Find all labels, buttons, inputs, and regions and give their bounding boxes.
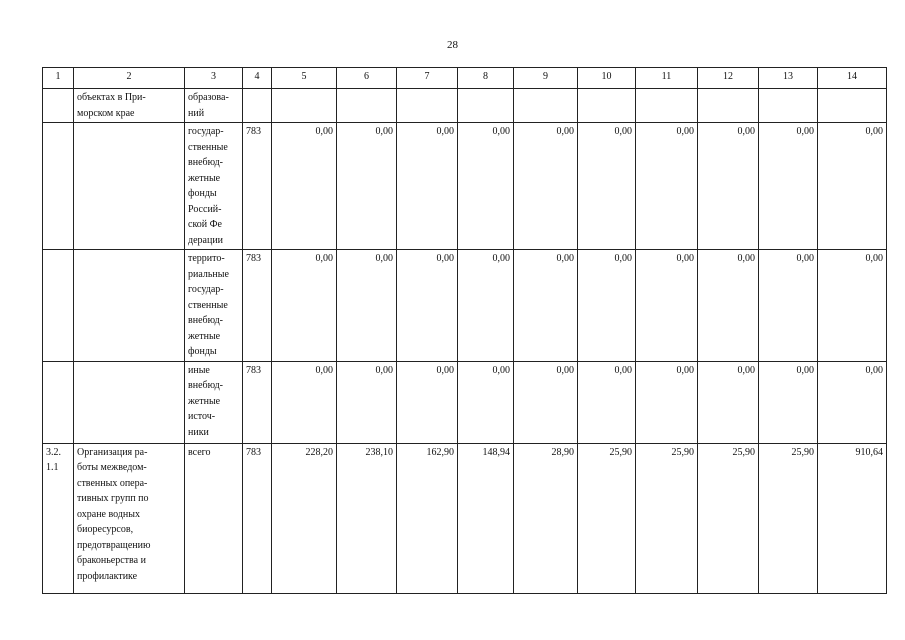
value-cell: 0,00 [818, 250, 887, 362]
column-header: 6 [337, 68, 397, 89]
value-cell: 0,00 [636, 361, 698, 443]
value-cell: 0,00 [698, 250, 759, 362]
value-cell: 0,00 [514, 361, 578, 443]
value-cell [458, 89, 514, 123]
value-cell: 910,64 [818, 443, 887, 593]
value-cell [397, 89, 458, 123]
code-cell: 783 [243, 443, 272, 593]
value-cell: 0,00 [337, 361, 397, 443]
table-row [43, 443, 887, 593]
value-cell: 0,00 [514, 123, 578, 250]
value-cell [759, 89, 818, 123]
column-header: 14 [818, 68, 887, 89]
activity-name-cell [74, 250, 185, 362]
value-cell: 0,00 [337, 250, 397, 362]
code-cell: 783 [243, 361, 272, 443]
value-cell: 0,00 [458, 361, 514, 443]
table-row [43, 89, 887, 123]
funding-source-cell-line: жетные [188, 330, 221, 342]
column-header: 7 [397, 68, 458, 89]
table-row [43, 123, 887, 250]
activity-name-cell-line: предотвращению [77, 539, 151, 551]
table-row [43, 361, 887, 443]
funding-source-cell-line: фонды [188, 188, 217, 199]
funding-source-cell-line: всего [188, 446, 211, 458]
funding-source-cell-line: дерации [188, 234, 224, 246]
value-cell [698, 89, 759, 123]
column-header: 3 [185, 68, 243, 89]
funding-source-cell-line: ской Фе [188, 219, 222, 230]
activity-name-cell [74, 443, 185, 593]
funding-source-cell [185, 89, 243, 123]
column-header: 9 [514, 68, 578, 89]
value-cell: 0,00 [636, 123, 698, 250]
value-cell: 0,00 [397, 250, 458, 362]
budget-table [42, 67, 887, 594]
funding-source-cell-line: Россий- [188, 203, 222, 215]
value-cell: 0,00 [397, 123, 458, 250]
value-cell: 28,90 [514, 443, 578, 593]
funding-source-cell-line: фонды [188, 346, 217, 357]
column-header: 8 [458, 68, 514, 89]
activity-name-cell-line: ственных опера- [77, 477, 148, 489]
funding-source-cell-line: внебюд- [188, 315, 223, 326]
value-cell: 0,00 [578, 250, 636, 362]
value-cell: 0,00 [272, 123, 337, 250]
activity-name-cell [74, 361, 185, 443]
value-cell: 0,00 [818, 123, 887, 250]
activity-name-cell-line: биоресурсов, [77, 524, 134, 535]
value-cell: 0,00 [337, 123, 397, 250]
value-cell: 0,00 [272, 250, 337, 362]
funding-source-cell-line: ственные [188, 299, 228, 311]
funding-source-cell-line: иные [188, 364, 210, 376]
value-cell: 0,00 [759, 361, 818, 443]
column-header: 10 [578, 68, 636, 89]
column-header: 11 [636, 68, 698, 89]
funding-source-cell-line: внебюд- [188, 157, 223, 168]
value-cell: 0,00 [458, 250, 514, 362]
activity-name-cell-line: морском крае [77, 107, 135, 119]
activity-name-cell-line: браконьерства и [77, 555, 146, 566]
value-cell: 25,90 [759, 443, 818, 593]
column-header: 4 [243, 68, 272, 89]
activity-name-cell [74, 89, 185, 123]
value-cell: 148,94 [458, 443, 514, 593]
funding-source-cell-line: образова- [188, 92, 229, 103]
value-cell: 25,90 [636, 443, 698, 593]
value-cell: 0,00 [397, 361, 458, 443]
funding-source-cell [185, 123, 243, 250]
funding-source-cell-line: государ- [188, 284, 224, 295]
code-cell: 783 [243, 250, 272, 362]
value-cell: 25,90 [578, 443, 636, 593]
funding-source-cell-line: ники [188, 426, 209, 438]
value-cell: 0,00 [458, 123, 514, 250]
value-cell: 228,20 [272, 443, 337, 593]
funding-source-cell-line: государ- [188, 126, 224, 137]
value-cell: 0,00 [759, 250, 818, 362]
code-cell [243, 89, 272, 123]
activity-name-cell-line: Организация ра- [77, 446, 148, 458]
activity-name-cell-line: объектах в При- [77, 92, 146, 103]
row-number-cell-line: 3.2. [46, 446, 61, 458]
column-header: 13 [759, 68, 818, 89]
row-number-cell-line: 1.1 [46, 462, 59, 473]
funding-source-cell-line: жетные [188, 172, 221, 184]
row-number-cell [43, 361, 74, 443]
column-header: 12 [698, 68, 759, 89]
value-cell: 0,00 [759, 123, 818, 250]
funding-source-cell-line: риальные [188, 268, 229, 280]
row-number-cell [43, 89, 74, 123]
value-cell: 0,00 [578, 123, 636, 250]
funding-source-cell-line: террито- [188, 253, 225, 264]
funding-source-cell [185, 361, 243, 443]
value-cell: 0,00 [636, 250, 698, 362]
value-cell: 0,00 [514, 250, 578, 362]
value-cell [337, 89, 397, 123]
value-cell [578, 89, 636, 123]
column-header: 2 [74, 68, 185, 89]
funding-source-cell-line: ний [188, 107, 205, 119]
value-cell [818, 89, 887, 123]
value-cell: 0,00 [818, 361, 887, 443]
funding-source-cell-line: источ- [188, 411, 216, 422]
funding-source-cell [185, 250, 243, 362]
header-row [43, 68, 887, 89]
value-cell: 238,10 [337, 443, 397, 593]
funding-source-cell [185, 443, 243, 593]
value-cell: 162,90 [397, 443, 458, 593]
value-cell [636, 89, 698, 123]
funding-source-cell-line: ственные [188, 141, 228, 153]
table-row [43, 250, 887, 362]
activity-name-cell-line: боты межведом- [77, 462, 147, 473]
value-cell: 0,00 [698, 123, 759, 250]
row-number-cell [43, 123, 74, 250]
column-header: 1 [43, 68, 74, 89]
funding-source-cell-line: жетные [188, 395, 221, 407]
value-cell: 0,00 [272, 361, 337, 443]
value-cell: 0,00 [578, 361, 636, 443]
row-number-cell [43, 250, 74, 362]
funding-source-cell-line: внебюд- [188, 380, 223, 391]
value-cell [272, 89, 337, 123]
value-cell: 0,00 [698, 361, 759, 443]
activity-name-cell-line: профилактике [77, 570, 138, 582]
activity-name-cell-line: тивных групп по [77, 493, 149, 504]
code-cell: 783 [243, 123, 272, 250]
page-number: 28 [447, 39, 458, 51]
activity-name-cell-line: охране водных [77, 508, 141, 520]
activity-name-cell [74, 123, 185, 250]
value-cell: 25,90 [698, 443, 759, 593]
column-header: 5 [272, 68, 337, 89]
row-number-cell [43, 443, 74, 593]
value-cell [514, 89, 578, 123]
